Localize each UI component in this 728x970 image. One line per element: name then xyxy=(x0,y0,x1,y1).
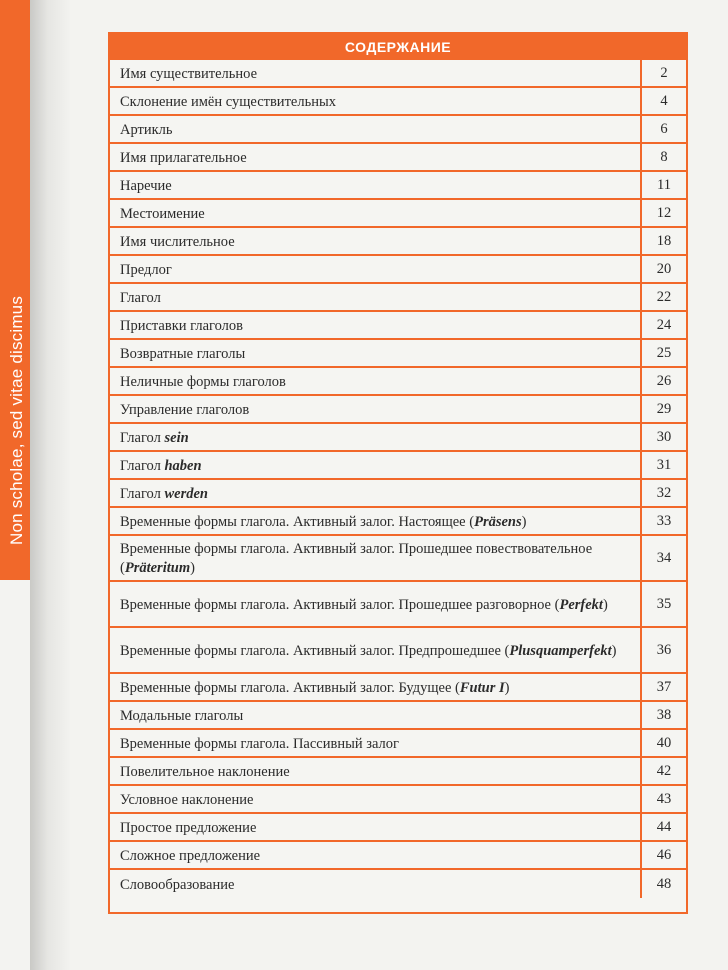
contents-row-title xyxy=(110,396,640,422)
contents-row-title-label: Временные формы глагола. Пассивный залог xyxy=(120,735,399,752)
contents-row-term: Präsens xyxy=(474,513,522,530)
contents-row-title-text xyxy=(120,289,161,308)
contents-row-page: 33 xyxy=(640,508,686,534)
contents-row xyxy=(110,452,686,480)
contents-row-title xyxy=(110,60,640,86)
contents-row xyxy=(110,480,686,508)
contents-row-title-label: Условное наклонение xyxy=(120,791,254,808)
contents-row-term: werden xyxy=(164,485,208,502)
contents-row-title xyxy=(110,284,640,310)
contents-row-title-text: Временные формы глагола. Активный залог. Предпрошедшее (Plusquamperfekt) xyxy=(120,642,617,659)
contents-row-title xyxy=(110,200,640,226)
contents-row xyxy=(110,116,686,144)
contents-row-page: 40 xyxy=(640,730,686,756)
contents-row-title-label: Временные формы глагола. Активный залог. Прошедшее разговорное xyxy=(120,596,551,613)
spine-lower-area xyxy=(0,580,30,970)
contents-row-title-text xyxy=(120,121,173,140)
contents-row-page: 48 xyxy=(640,870,686,898)
contents-row-title xyxy=(110,674,640,700)
contents-row-title xyxy=(110,116,640,142)
contents-row-title-text: Временные формы глагола. Активный залог. Настоящее (Präsens) xyxy=(120,513,527,530)
contents-row-title xyxy=(110,814,640,840)
contents-row-page: 38 xyxy=(640,702,686,728)
contents-row-title xyxy=(110,368,640,394)
contents-row-term: haben xyxy=(164,457,202,474)
contents-row-title xyxy=(110,452,640,478)
contents-row-title xyxy=(110,582,640,626)
contents-row-page: 30 xyxy=(640,424,686,450)
contents-row-title-text xyxy=(120,791,253,810)
contents-row-title-label: Склонение имён существительных xyxy=(120,93,336,110)
contents-row-title-label: Управление глаголов xyxy=(120,401,250,418)
contents-row xyxy=(110,628,686,674)
contents-row xyxy=(110,702,686,730)
contents-row-title-text xyxy=(120,735,399,754)
contents-row-title xyxy=(110,144,640,170)
contents-row xyxy=(110,396,686,424)
contents-row-page: 18 xyxy=(640,228,686,254)
contents-row-title-text xyxy=(120,707,243,726)
contents-row-title-label: Глагол xyxy=(120,485,161,502)
contents-row xyxy=(110,228,686,256)
contents-row-title-label: Сложное предложение xyxy=(120,847,261,864)
contents-row-page: 24 xyxy=(640,312,686,338)
contents-row-page: 34 xyxy=(640,536,686,580)
contents-table xyxy=(108,32,688,914)
contents-row xyxy=(110,340,686,368)
contents-row-title xyxy=(110,228,640,254)
contents-row-title-text xyxy=(120,261,172,280)
contents-row-title xyxy=(110,730,640,756)
contents-row-title xyxy=(110,508,640,534)
contents-row xyxy=(110,144,686,172)
contents-row-title-text xyxy=(120,819,256,838)
contents-row-title xyxy=(110,758,640,784)
contents-row xyxy=(110,312,686,340)
contents-row-title xyxy=(110,536,640,580)
contents-row-title-label: Имя существительное xyxy=(120,65,258,82)
contents-row-page: 36 xyxy=(640,628,686,672)
contents-row-page: 42 xyxy=(640,758,686,784)
contents-row-title xyxy=(110,842,640,868)
contents-row-title-label: Неличные формы глаголов xyxy=(120,373,286,390)
contents-row-term: Präteritum xyxy=(124,560,191,576)
contents-row xyxy=(110,730,686,758)
contents-row-title-label: Предлог xyxy=(120,261,172,278)
contents-row-title-label: Модальные глаголы xyxy=(120,707,244,724)
contents-row-title-text: Временные формы глагола. Активный залог. Прошедшее разговорное (Perfekt) xyxy=(120,596,608,613)
contents-row-title-label: Временные формы глагола. Активный залог. Настоящее xyxy=(120,513,466,530)
contents-row-page: 2 xyxy=(640,60,686,86)
contents-row-title xyxy=(110,702,640,728)
contents-row xyxy=(110,758,686,786)
contents-row-title-text xyxy=(120,429,189,448)
contents-row-term: Perfekt xyxy=(559,596,603,613)
contents-row xyxy=(110,368,686,396)
contents-row-title-label: Временные формы глагола. Активный залог. Будущее xyxy=(120,679,452,696)
contents-row-page: 8 xyxy=(640,144,686,170)
contents-row xyxy=(110,674,686,702)
contents-row-title xyxy=(110,786,640,812)
contents-row-title-text xyxy=(120,233,235,252)
contents-row-title-text xyxy=(120,876,234,895)
contents-row xyxy=(110,424,686,452)
contents-row-title-label: Местоимение xyxy=(120,205,205,222)
contents-row-title xyxy=(110,312,640,338)
contents-row-title-label: Приставки глаголов xyxy=(120,317,244,334)
page-gutter xyxy=(30,0,70,970)
contents-row-title-label: Глагол xyxy=(120,289,161,306)
contents-row-title-label: Глагол xyxy=(120,429,161,446)
contents-row-title xyxy=(110,172,640,198)
contents-row-title-text xyxy=(120,401,249,420)
contents-row-page: 32 xyxy=(640,480,686,506)
contents-row-title-text xyxy=(120,373,286,392)
contents-row-page: 6 xyxy=(640,116,686,142)
contents-row-title-text xyxy=(120,93,336,112)
contents-row-title-text xyxy=(120,485,208,504)
spine-motto xyxy=(3,290,27,550)
contents-row-page: 37 xyxy=(640,674,686,700)
contents-row-title-text xyxy=(120,317,243,336)
contents-header: СОДЕРЖАНИЕ xyxy=(110,34,686,60)
contents-row-title-text xyxy=(120,847,260,866)
contents-row-title-label: Возвратные глаголы xyxy=(120,345,246,362)
contents-row xyxy=(110,60,686,88)
contents-row-title-label: Глагол xyxy=(120,457,161,474)
contents-row-title-text xyxy=(120,457,202,476)
contents-row-page: 22 xyxy=(640,284,686,310)
contents-row-page: 31 xyxy=(640,452,686,478)
contents-row-page: 26 xyxy=(640,368,686,394)
contents-row-page: 25 xyxy=(640,340,686,366)
contents-row xyxy=(110,284,686,312)
contents-row-title-text xyxy=(120,177,172,196)
contents-row-title-label: Наречие xyxy=(120,177,172,194)
contents-row-title xyxy=(110,340,640,366)
contents-row xyxy=(110,256,686,284)
contents-row-title-text xyxy=(120,65,257,84)
contents-row-title-text xyxy=(120,205,205,224)
contents-row xyxy=(110,508,686,536)
contents-row-title-label: Временные формы глагола. Активный залог. Предпрошедшее xyxy=(120,642,501,659)
contents-row xyxy=(110,172,686,200)
contents-row-page: 29 xyxy=(640,396,686,422)
contents-row xyxy=(110,536,686,582)
contents-row-title-text: Временные формы глагола. Активный залог. Прошедшее повествовательное (Präteritum) xyxy=(120,541,593,576)
contents-row xyxy=(110,814,686,842)
contents-row-title xyxy=(110,870,640,898)
contents-row-title-text xyxy=(120,149,247,168)
contents-row-title-text xyxy=(120,345,245,364)
contents-row-title-label: Словообразование xyxy=(120,876,235,893)
contents-row-title xyxy=(110,88,640,114)
contents-row-title xyxy=(110,480,640,506)
contents-row-title-label: Повелительное наклонение xyxy=(120,763,290,780)
contents-row-title-label: Простое предложение xyxy=(120,819,257,836)
contents-row-page: 44 xyxy=(640,814,686,840)
contents-row xyxy=(110,786,686,814)
spine-motto-text: Non scholae, sed vitae discimus xyxy=(7,295,26,545)
contents-row-title-label: Имя прилагательное xyxy=(120,149,247,166)
contents-row xyxy=(110,582,686,628)
contents-row-page: 4 xyxy=(640,88,686,114)
contents-row xyxy=(110,870,686,898)
contents-row-title-text: Временные формы глагола. Активный залог. Будущее (Futur I) xyxy=(120,679,510,696)
contents-row-title-label: Артикль xyxy=(120,121,173,138)
contents-row-title-label: Имя числительное xyxy=(120,233,235,250)
contents-row xyxy=(110,200,686,228)
contents-row-page: 12 xyxy=(640,200,686,226)
contents-row-title-label: Временные формы глагола. Активный залог. Прошедшее повествовательное xyxy=(120,541,593,557)
contents-row-title xyxy=(110,628,640,672)
contents-row-page: 46 xyxy=(640,842,686,868)
contents-row-title-text xyxy=(120,763,290,782)
contents-row-title xyxy=(110,424,640,450)
contents-row-term: Plusquamperfekt xyxy=(509,642,612,659)
contents-row-term: Futur I xyxy=(459,679,505,696)
contents-rows xyxy=(110,60,686,898)
contents-row-title xyxy=(110,256,640,282)
contents-row-term: sein xyxy=(164,429,189,446)
contents-row-page: 35 xyxy=(640,582,686,626)
contents-row-page: 11 xyxy=(640,172,686,198)
contents-row xyxy=(110,88,686,116)
contents-row xyxy=(110,842,686,870)
contents-row-page: 20 xyxy=(640,256,686,282)
contents-row-page: 43 xyxy=(640,786,686,812)
